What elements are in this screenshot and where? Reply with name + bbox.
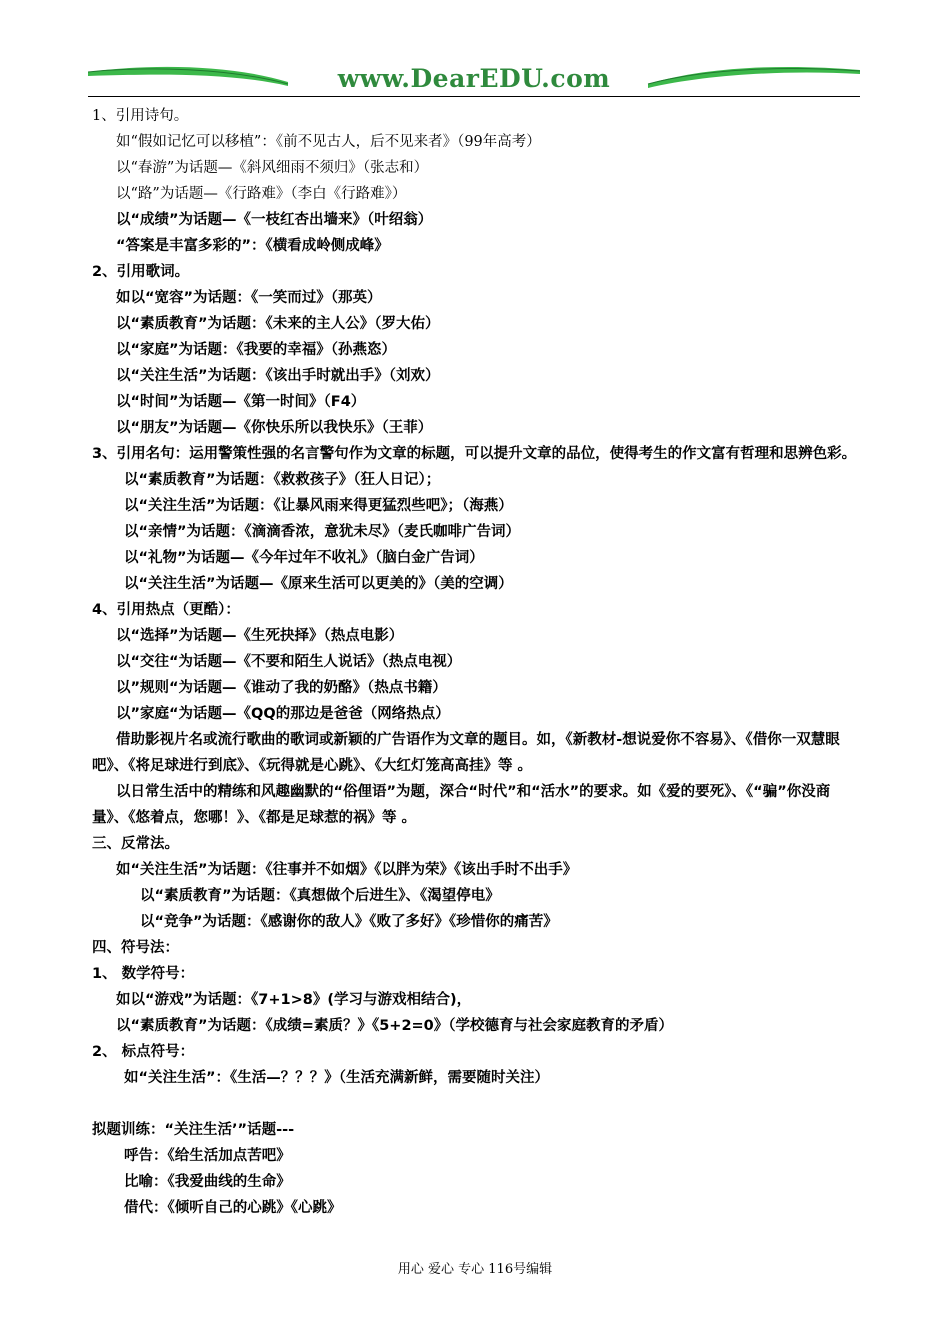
example-line: 比喻：《我爱曲线的生命》	[124, 1174, 291, 1190]
example-line: 以”家庭“为话题—《QQ的那边是爸爸（网络热点）	[116, 706, 450, 722]
blank-line	[92, 1091, 860, 1117]
subsection-heading: 1、 数学符号：	[92, 966, 195, 982]
example-line: 如以“宽容”为话题：《一笑而过》（那英）	[116, 290, 382, 306]
site-logo[interactable]: www.DearEDU.com	[337, 64, 611, 93]
example-line: 如“关注生活”为话题：《往事并不如烟》《以胖为荣》《该出手时不出手》	[116, 862, 578, 878]
example-line: 如以“游戏”为话题：《7+1>8》(学习与游戏相结合)，	[116, 992, 472, 1008]
example-line: 以“春游”为话题—《斜风细雨不须归》（张志和）	[116, 160, 429, 176]
example-line: 以“关注生活”为话题：《让暴风雨来得更猛烈些吧》；（海燕）	[124, 498, 513, 514]
example-line: 以“交往“为话题—《不要和陌生人说话》（热点电视）	[116, 654, 462, 670]
document-body	[92, 103, 860, 1221]
body-paragraph: 借助影视片名或流行歌曲的歌词或新颖的广告语作为文章的题目。如，《新教材-想说爱你不容易》、《借你一双慧眼吧》、《将足球进行到底》、《玩得就是心跳》、《大红灯笼高高挂》等 。	[92, 732, 840, 774]
example-line: 以“选择”为话题—《生死抉择》（热点电影）	[116, 628, 404, 644]
example-line: 以“成绩”为话题—《一枝红杏出墙来》（叶绍翁）	[116, 212, 433, 228]
example-line: 以“路”为话题—《行路难》（李白《行路难》）	[116, 186, 407, 202]
example-line: 以“关注生活”为话题：《该出手时就出手》（刘欢）	[116, 368, 440, 384]
example-line: 以“亲情”为话题：《滴滴香浓，意犹未尽》（麦氏咖啡广告词）	[124, 524, 521, 540]
section-heading: 四、符号法：	[92, 940, 179, 956]
example-line: 以“素质教育”为话题：《未来的主人公》（罗大佑）	[116, 316, 440, 332]
example-line: 借代：《倾听自己的心跳》《心跳》	[124, 1200, 342, 1216]
example-line: 如“关注生活”：《生活—？？？》（生活充满新鲜，需要随时关注）	[124, 1070, 550, 1086]
body-paragraph: 以日常生活中的精练和风趣幽默的“俗俚语”为题，深合“时代”和“活水”的要求。如《爱的要死》、《“骗”你没商量》、《悠着点，您哪！》、《都是足球惹的祸》等 。	[92, 784, 831, 826]
section-heading: 2、引用歌词。	[92, 264, 190, 280]
section-heading: 1、引用诗句。	[92, 108, 189, 124]
header-divider	[88, 96, 860, 97]
example-line: 以“素质教育”为话题：《真想做个后进生》、《渴望停电》	[140, 888, 500, 904]
subsection-heading: 2、 标点符号：	[92, 1044, 195, 1060]
page-footer: 用心 爱心 专心 116号编辑	[397, 1262, 553, 1277]
section-heading: 4、引用热点（更酷）：	[92, 602, 240, 618]
section-heading-paragraph: 3、引用名句：运用警策性强的名言警句作为文章的标题，可以提升文章的品位，使得考生的作文富有哲理和思辨色彩。	[92, 446, 857, 462]
example-line: 呼告：《给生活加点苦吧》	[124, 1148, 291, 1164]
example-line: 以“朋友”为话题—《你快乐所以我快乐》（王菲）	[116, 420, 433, 436]
example-line: 以”规则“为话题—《谁动了我的奶酪》（热点书籍）	[116, 680, 447, 696]
example-line: 以“竞争”为话题：《感谢你的敌人》《败了多好》《珍惜你的痛苦》	[140, 914, 558, 930]
example-line: 以“关注生活”为话题—《原来生活可以更美的》（美的空调）	[124, 576, 513, 592]
example-line: “答案是丰富多彩的”：《横看成岭侧成峰》	[116, 238, 389, 254]
section-heading: 拟题训练：“关注生活’”话题---	[92, 1122, 295, 1138]
example-line: 以“时间”为话题—《第一时间》（F4）	[116, 394, 366, 410]
example-line: 以“素质教育”为话题：《成绩=素质？》《5+2=0》（学校德育与社会家庭教育的矛盾）	[116, 1018, 674, 1034]
example-line: 以“素质教育”为话题：《救救孩子》（狂人日记）；	[124, 472, 441, 488]
section-heading: 三、反常法。	[92, 836, 179, 852]
example-line: 以“家庭”为话题：《我要的幸福》（孙燕恣）	[116, 342, 397, 358]
example-line: 如“假如记忆可以移植”：《前不见古人，后不见来者》（99年高考）	[116, 134, 541, 150]
example-line: 以“礼物”为话题—《今年过年不收礼》（脑白金广告词）	[124, 550, 484, 566]
site-header	[88, 62, 860, 96]
